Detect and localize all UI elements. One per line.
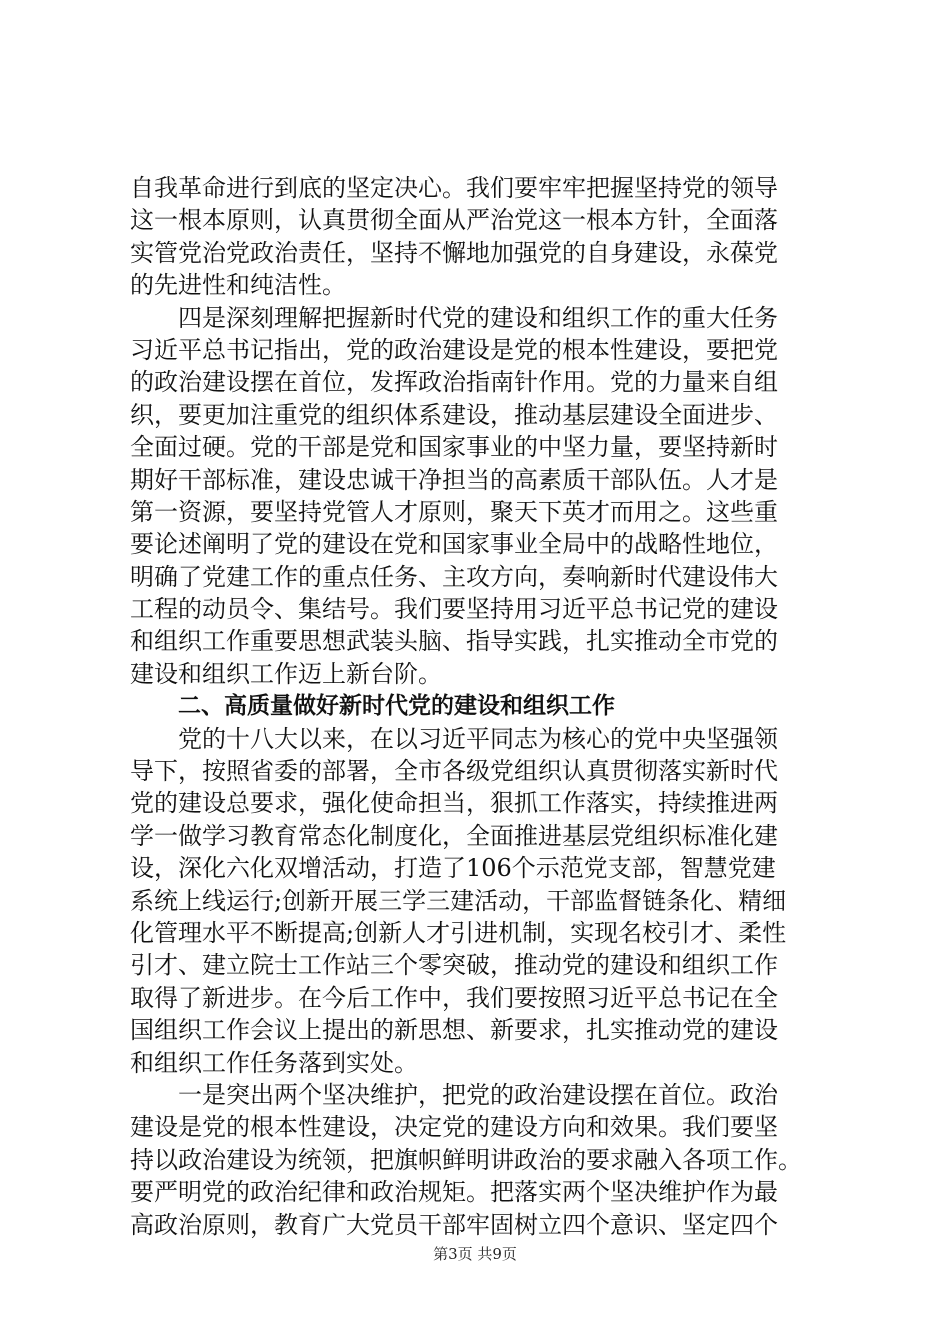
text-line: 习近平总书记指出，党的政治建设是党的根本性建设，要把党 [130,335,778,364]
text-line: 自我革命进行到底的坚定决心。我们要牢牢把握坚持党的领导 [130,174,778,202]
text-line: 四是深刻理解把握新时代党的建设和组织工作的重大任务 [178,303,778,332]
text-line: 明确了党建工作的重点任务、主攻方向，奏响新时代建设伟大 [130,562,778,591]
text-line: 织，要更加注重党的组织体系建设，推动基层建设全面进步、 [130,400,778,429]
text-line: 第一资源，要坚持党管人才原则，聚天下英才而用之。这些重 [130,497,778,526]
text-line: 持以政治建设为统领，把旗帜鲜明讲政治的要求融入各项工作。 [130,1145,802,1174]
text-line: 的先进性和纯洁性。 [130,271,346,300]
text-line: 取得了新进步。在今后工作中，我们要按照习近平总书记在全 [130,983,778,1012]
text-line: 国组织工作会议上提出的新思想、新要求，扎实推动党的建设 [130,1016,778,1045]
text-line: 的政治建设摆在首位，发挥政治指南针作用。党的力量来自组 [130,368,778,397]
text-line: 党的建设总要求，强化使命担当，狠抓工作落实，持续推进两 [130,789,778,818]
text-line: 这一根本原则，认真贯彻全面从严治党这一根本方针，全面落 [130,206,778,235]
text-line: 党的十八大以来，在以习近平同志为核心的党中央坚强领 [178,724,778,753]
text-line: 系统上线运行;创新开展三学三建活动，干部监督链条化、精细 [130,886,787,915]
text-line: 设，深化六化双增活动，打造了106个示范党支部，智慧党建 [130,854,776,883]
document-body [130,172,830,1241]
section-heading: 二、高质量做好新时代党的建设和组织工作 [178,693,615,720]
text-line: 建设和组织工作迈上新台阶。 [130,659,442,688]
text-line: 化管理水平不断提高;创新人才引进机制，实现名校引才、柔性 [130,918,787,947]
text-line: 一是突出两个坚决维护，把党的政治建设摆在首位。政治 [178,1080,778,1109]
text-line: 要严明党的政治纪律和政治规矩。把落实两个坚决维护作为最 [130,1178,778,1207]
text-line: 期好干部标准，建设忠诚干净担当的高素质干部队伍。人才是 [130,465,778,494]
text-line: 和组织工作任务落到实处。 [130,1048,418,1077]
text-line: 导下，按照省委的部署，全市各级党组织认真贯彻落实新时代 [130,757,778,786]
text-line: 建设是党的根本性建设，决定党的建设方向和效果。我们要坚 [130,1113,778,1142]
text-line: 要论述阐明了党的建设在党和国家事业全局中的战略性地位， [130,530,778,559]
text-line: 引才、建立院士工作站三个零突破，推动党的建设和组织工作 [130,951,778,980]
page-footer: 第3页 共9页 [433,1245,517,1263]
text-line: 学一做学习教育常态化制度化，全面推进基层党组织标准化建 [130,821,778,850]
text-line: 工程的动员令、集结号。我们要坚持用习近平总书记党的建设 [130,595,778,624]
text-line: 全面过硬。党的干部是党和国家事业的中坚力量，要坚持新时 [130,433,778,462]
text-line: 和组织工作重要思想武装头脑、指导实践，扎实推动全市党的 [130,627,778,656]
text-line: 高政治原则，教育广大党员干部牢固树立四个意识、坚定四个 [130,1210,778,1239]
text-line: 实管党治党政治责任，坚持不懈地加强党的自身建设，永葆党 [130,238,778,267]
